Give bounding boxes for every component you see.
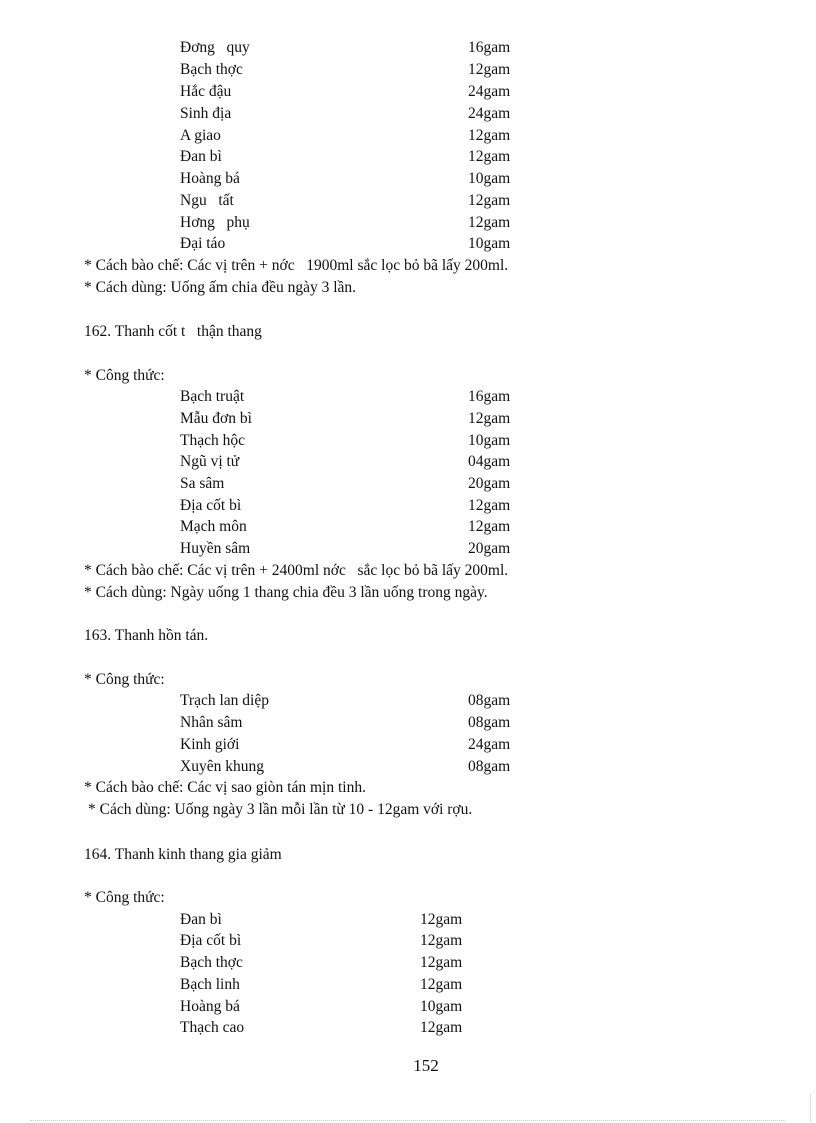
ingredient-name: Đơng quy xyxy=(180,39,250,56)
ingredient-amount: 12gam xyxy=(468,148,511,165)
ingredient-name: Đan bì xyxy=(180,148,222,165)
ingredient-amount: 16gam xyxy=(468,388,511,405)
recipe-title: 162. Thanh cốt t thận thang xyxy=(84,323,262,340)
ingredient-amount: 12gam xyxy=(420,954,463,971)
usage-note: * Cách dùng: Uống ấm chia đều ngày 3 lần. xyxy=(84,279,357,296)
page-number: 152 xyxy=(413,1056,439,1075)
formula-label: * Công thức: xyxy=(84,671,165,688)
preparation-note: * Cách bào chế: Các vị sao giòn tán mịn tinh. xyxy=(84,779,366,796)
ingredient-amount: 08gam xyxy=(468,714,511,731)
usage-note: * Cách dùng: Uống ngày 3 lần mỗi lần từ 10 - 12gam với rợu. xyxy=(88,801,473,818)
ingredient-name: Hắc đậu xyxy=(180,83,232,100)
ingredient-name: Sa sâm xyxy=(180,475,225,492)
ingredient-name: Mạch môn xyxy=(180,518,247,535)
ingredient-amount: 20gam xyxy=(468,540,511,557)
ingredient-name: Hơng phụ xyxy=(180,214,250,231)
ingredient-amount: 12gam xyxy=(468,61,511,78)
ingredient-name: Địa cốt bì xyxy=(180,497,242,514)
ingredient-name: Địa cốt bì xyxy=(180,932,242,949)
ingredient-amount: 12gam xyxy=(420,911,463,928)
ingredient-name: Ngu tất xyxy=(180,192,234,209)
ingredient-amount: 08gam xyxy=(468,692,511,709)
ingredient-name: Bạch thợc xyxy=(180,61,243,78)
formula-label: * Công thức: xyxy=(84,889,165,906)
ingredient-name: Thạch hộc xyxy=(180,432,245,449)
ingredient-amount: 24gam xyxy=(468,105,511,122)
ingredient-amount: 04gam xyxy=(468,453,511,470)
ingredient-name: Đại táo xyxy=(180,235,226,252)
ingredient-name: Mẫu đơn bì xyxy=(180,410,252,427)
usage-note: * Cách dùng: Ngày uống 1 thang chia đều 3 lần uống trong ngày. xyxy=(84,584,488,601)
ingredient-name: Sinh địa xyxy=(180,105,232,122)
recipe-title: 164. Thanh kinh thang gia giảm xyxy=(84,846,282,863)
ingredient-amount: 24gam xyxy=(468,83,511,100)
ingredient-amount: 10gam xyxy=(420,998,463,1015)
ingredient-name: Nhân sâm xyxy=(180,714,243,731)
preparation-note: * Cách bào chế: Các vị trên + nớc 1900ml sắc lọc bỏ bã lấy 200ml. xyxy=(84,257,509,274)
ingredient-amount: 12gam xyxy=(420,1019,463,1036)
ingredient-amount: 24gam xyxy=(468,736,511,753)
ingredient-name: A giao xyxy=(180,127,221,144)
preparation-note: * Cách bào chế: Các vị trên + 2400ml nớc sắc lọc bỏ bã lấy 200ml. xyxy=(84,562,509,579)
ingredient-amount: 12gam xyxy=(468,518,511,535)
ingredient-name: Bạch linh xyxy=(180,976,240,993)
ingredient-amount: 12gam xyxy=(468,214,511,231)
ingredient-name: Đan bì xyxy=(180,911,222,928)
ingredient-name: Trạch lan diệp xyxy=(180,692,269,709)
ingredient-name: Kinh giới xyxy=(180,736,240,753)
ingredient-amount: 12gam xyxy=(420,976,463,993)
ingredient-amount: 10gam xyxy=(468,235,511,252)
ingredient-amount: 20gam xyxy=(468,475,511,492)
ingredient-amount: 12gam xyxy=(468,127,511,144)
ingredient-amount: 12gam xyxy=(468,410,511,427)
ingredient-name: Xuyên khung xyxy=(180,758,264,775)
recipe-title: 163. Thanh hồn tán. xyxy=(84,627,209,644)
ingredient-name: Huyền sâm xyxy=(180,540,251,557)
formula-label: * Công thức: xyxy=(84,367,165,384)
ingredient-name: Bạch truật xyxy=(180,388,245,405)
ingredient-name: Hoàng bá xyxy=(180,170,240,187)
ingredient-amount: 12gam xyxy=(468,497,511,514)
ingredient-name: Bạch thợc xyxy=(180,954,243,971)
ingredient-amount: 10gam xyxy=(468,170,511,187)
ingredient-amount: 16gam xyxy=(468,39,511,56)
ingredient-name: Thạch cao xyxy=(180,1019,245,1036)
ingredient-amount: 10gam xyxy=(468,432,511,449)
ingredient-name: Ngũ vị tử xyxy=(180,453,240,470)
page-edge-divider xyxy=(30,1120,786,1121)
ingredient-amount: 12gam xyxy=(468,192,511,209)
page-edge-divider xyxy=(810,1095,811,1121)
ingredient-amount: 12gam xyxy=(420,932,463,949)
ingredient-amount: 08gam xyxy=(468,758,511,775)
ingredient-name: Hoàng bá xyxy=(180,998,240,1015)
